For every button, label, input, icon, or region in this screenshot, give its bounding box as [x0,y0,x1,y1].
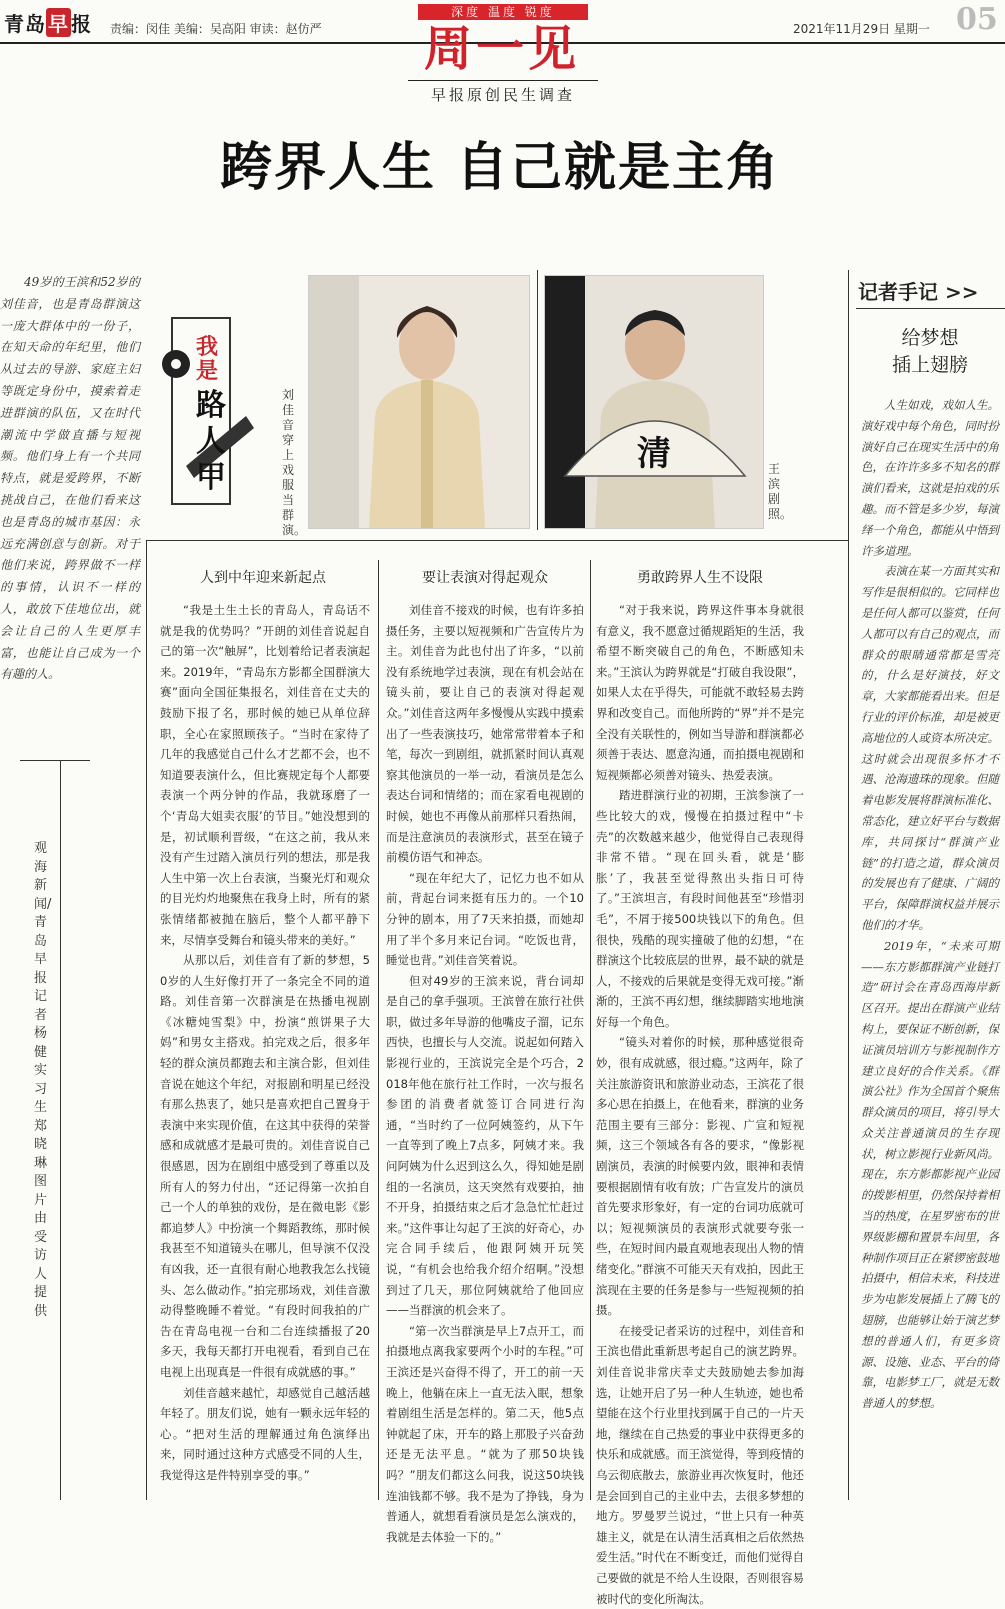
logo-text-qingdao: 青岛 [4,12,46,36]
photo-caption-liu: 刘佳音穿上戏服当群演。 [282,388,307,537]
left-vertical-rule [60,760,61,1500]
notes-headline [860,325,1000,379]
paragraph: 2019年，“未来可期——东方影都群演产业链打造”研讨会在青岛西海岸新区召开。提出在群演产业结构上，要保证不断创新，保证演员培训方与影视制作方建立良好的合作关系。《群演公社》作为全国首个聚焦群众演员的项目，将引导大众关注普通演员的生存现状，树立影视行业新风尚。现在，东方影都影视产业园的拨影相里，仍然保持着相当的热度，在星罗密布的世界级影棚和置景车间里，各种制作项目正在紧锣密鼓地拍摄中，相信未来，科技进步为电影发展插上了腾飞的翅膀，也能够让始于演艺梦想的普通人们，有更多资源、设施、业态、平台的倚靠，电影梦工厂，就是无数普通人的梦想。 [861,938,999,1411]
notes-headline-line2: 插上翅膀 [891,354,968,376]
newspaper-logo [4,8,92,37]
column-rule-2 [590,560,591,1500]
logo-word-lurenjia: 路人甲 [196,388,226,495]
logo-text-bao: 报 [71,12,92,36]
photo-wang-bin [544,275,764,529]
paragraph: 表演在某一方面其实和写作是很相似的。它同样也是任何人都可以鉴赏，任何人都可以有自己的观点，而群众的眼睛通常都是雪亮的，什么是好演技，好文章，大家都能看出来。但是行业的评价标准，却是被更高地位的人或资本所决定。这时就会出现很多怀才不遇、沧海遗珠的现象。但随着电影发展将群演标准化、常态化，建立好平台与数据库，共同探讨“群演产业链”的打造之道，群众演员的发展也有了健康、广阔的平台，保障群演权益并展示他们的才华。 [861,564,999,932]
reporter-byline: 观海新闻/青岛早报记者 杨健 实习生 郑晓琳 图片由受访人提供 [34,841,52,1319]
photo-caption-wang: 王滨剧照。 [768,462,793,521]
section-heading-3: 勇敢跨界人生不设限 [637,570,763,586]
column-rule-1 [378,560,379,1500]
masthead-rule [408,80,598,81]
logo-zao-badge: 早 [46,8,71,37]
column-rule-left [146,540,147,1500]
masthead-tagline: 深度 温度 锐度 [418,4,588,20]
fan-calligraphy: 清 [637,434,671,474]
notes-rule [856,308,1005,309]
masthead-subtitle: 早报原创民生调查 [430,86,575,104]
paragraph: “第一次当群演是早上7点开工，而拍摄地点离我家要两个小时的车程。”可王滨还是兴奋得不得了，开工的前一天晚上，他躺在床上一直无法入眠，想象着剧组生活是怎样的。第二天，他5点钟就起了床，开车的路上那股子兴奋劲还是无法平息。“就为了那50块钱吗？”朋友们都这么问我，说这50块钱连油钱都不够。我不是为了挣钱，身为普通人，就想看看演员是怎么演戏的，我就是去体验一下的。” [386,1323,584,1544]
paragraph: 在接受记者采访的过程中，刘佳音和王滨也借此重新思考起自己的演艺跨界。刘佳音说非常庆幸丈夫鼓励她去参加海选，让她开启了另一种人生轨迹，她也希望能在这个行业里找到属于自己的一片天地，继续在自己热爱的事业中获得更多的快乐和成就感。而王滨觉得，等到疫情的乌云彻底散去，旅游业再次恢复时，他还是会回到自己的主业中去，去很多梦想的地方。罗曼罗兰说过，“世上只有一种英雄主义，就是在认清生活真相之后依然热爱生活。”时代在不断变迁，而他们觉得自己要做的就是不给人生设限，否则很容易被时代的变化所淘汰。 [596,1323,804,1606]
photo-divider [537,270,538,530]
paragraph: 人生如戏，戏如人生。演好戏中每个角色，同时扮演好自己在现实生活中的角色，在许许多多不知名的群演们看来，这就是拍戏的乐趣。而不管是多少岁，每演绎一个角色，都能从中悟到许多道理。 [861,398,999,558]
notes-body [861,395,999,1414]
paragraph: 从那以后，刘佳音有了新的梦想，50岁的人生好像打开了一条完全不同的道路。刘佳音第一次群演是在热播电视剧《冰糖炖雪梨》中，扮演“煎饼果子大妈”和男女主搭戏。拍完戏之后，很多年轻的群众演员都跑去和主演合影，但刘佳音说在她这个年纪，对报剧和明星已经没有那么热衷了，她只是喜欢把自己置身于表演中来实现价值，在这其中获得的荣誉感和成就感才是最可贵的。刘佳音说自己很感恩，因为在剧组中感受到了尊重以及所有人的努力付出，“还记得第一次拍自己一个人的单独的戏份，是在微电影《影都追梦人》中扮演一个舞蹈教练，那时候我甚至不知道镜头在哪儿，但导演不仅没有凶我，还一直很有耐心地教我怎么找镜头、怎么做动作。”拍完那场戏，刘佳音激动得整晚睡不着觉。“有段时间我拍的广告在青岛电视一台和二台连续播报了20多天，我每天都打开电视看，看到自己在电视上出现真是一件很有成就感的事。” [160,953,370,1379]
paragraph: “我是土生土长的青岛人，青岛话不就是我的优势吗？”开朗的刘佳音说起自己的第一次“触屏”，比划着给记者表演起来。2019年，“青岛东方影都全国群演大赛”面向全国征集报名，刘佳音在丈夫的鼓励下报了名，那时候的她已从单位辞职，全心在家照顾孩子。“当时在家待了几年的我感觉自己什么才艺都不会，也不知道要表演什么，但比赛规定每个人都要表演一个两分钟的作品，我就琢磨了一个‘青岛大姐卖衣服’的节目。”她没想到的是，初试顺利晋级，“在这之前，我从来没有产生过踏入演员行列的想法，那是我人生中第一次上台表演，当聚光灯和观众的目光灼灼地聚焦在我身上时，所有的紧张情绪都被抛在脑后，整个人都平静下来，尽情享受舞台和镜头带来的美好。” [160,603,370,947]
masthead-title: 周一见 [423,21,580,77]
left-divider [20,760,90,761]
paragraph: 踏进群演行业的初期，王滨参演了一些比较大的戏，慢慢在拍摄过程中“卡壳”的次数越来越少，他觉得自己表现得非常不错。“现在回头看，就是‘膨胀’了，我甚至觉得熬出头指日可待了。”王滨坦言，有段时间他甚至“珍惜羽毛”，不屑于接500块钱以下的角色。但很快，残酷的现实撞破了他的幻想，“在群演这个比较底层的世界，最不缺的就是人，不接戏的后果就是变得无戏可接。”渐渐的，王滨不再幻想，继续脚踏实地地演好每一个角色。 [596,788,804,1029]
issue-date: 2021年11月29日 星期一 [793,22,930,36]
page-headline: 跨界人生 自己就是主角 [219,137,781,198]
article-column-3 [596,600,804,1606]
paragraph: 刘佳音不接戏的时候，也有许多拍摄任务，主要以短视频和广告宣传片为主。刘佳音为此也付出了许多，“以前没有系统地学过表演，现在有机会站在镜头前，要让自己的表演对得起观众。”刘佳音这两年多慢慢从实践中摸索出了一些表演技巧，她常常带着本子和笔，每次一到剧组，就抓紧时间认真观察其他演员的一举一动，看演员是怎么表达台词和情绪的；而在家看电视剧的时候，她也不再像从前那样只看热闹，而是注意演员的表演形式，甚至在镜子前模仿语气和神态。 [386,603,584,865]
logo-word-woshi: 我是 [196,335,219,384]
paragraph: 但对49岁的王滨来说，背台词却是自己的拿手强项。王滨曾在旅行社供职，做过多年导游的他嘴皮子溜，记东西快，也擅长与人交流。说起如何踏入影视行业的，王滨说完全是个巧合，2018年他在旅行社工作时，一次与报名参团的消费者就签订合同进行沟通，“当时约了一位阿姨签约，从下午一直等到了晚上7点多，阿姨才来。我问阿姨为什么迟到这么久，得知她是剧组的一名演员，这天突然有戏要拍，抽不开身，拍摄结束之后才急急忙忙赶过来。”这件事让勾起了王滨的好奇心，办完合同手续后，他跟阿姨开玩笑说，“有机会也给我介绍介绍啊。”没想到过了几天，那位阿姨就给了他回应——当群演的机会来了。 [386,973,584,1318]
intro-paragraph: 49岁的王滨和52岁的刘佳音，也是青岛群演这一庞大群体中的一份子，在知天命的年纪里，他们从过去的导游、家庭主妇等既定身份中，摸索着走进群演的队伍，又在时代潮流中学做直播与短视频。他们身上有一个共同特点，就是爱跨界，不断挑战自己，在他们看来这也是青岛的城市基因：永远充满创意与创新。对于他们来说，跨界做不一样的事情，认识不一样的人，敢放下佳地位出，就会让自己的人生更厚丰富，也能让自己成为一个有趣的人。 [0,275,140,682]
paragraph: 刘佳音越来越忙，却感觉自己越活越年轻了。朋友们说，她有一颗永远年轻的心。“把对生活的理解通过角色演绎出来，同时通过这种方式感受不同的人生，我觉得这是件特别享受的事。” [160,1385,370,1482]
paragraph: “对于我来说，跨界这件事本身就很有意义，我不愿意过循规蹈矩的生活，我希望不断突破自己的角色，不断感知未来。”王滨认为跨界就是“打破自我设限”，如果人太在乎得失，可能就不敢轻易去跨界和改变自己。而他所跨的“界”并不是完全没有关联性的，例如当导游和群演都必须善于表达、愿意沟通，而拍摄电视剧和短视频都必须善对镜头、热爱表演。 [596,603,804,782]
column-rule-right [848,270,849,1500]
section-heading-2: 要让表演对得起观众 [422,570,548,586]
photo-liu-jiayin [308,275,530,529]
paragraph: “镜头对着你的时候，那种感觉很奇妙，很有成就感，很过瘾。”这两年，除了关注旅游资讯和旅游业动态，王滨花了很多心思在拍摄上，在他看来，群演的业务范围主要有三部分：影视、广宣和短视频，这三个领域各有各的要求，“像影视剧演员，表演的时候要内敛，眼神和表情要根据剧情有收有放；广告宣发片的演员首先要求形象好，有一定的台词功底就可以；短视频演员的表演形式就要夸张一些，在短时间内最直观地表现出人物的情绪变化。”群演不可能天天有戏拍，因此王滨现在主要的任务是参与一些短视频的拍摄。 [596,1035,804,1318]
segment-logo-art [158,316,258,506]
paragraph: “现在年纪大了，记忆力也不如从前，背起台词来挺有压力的。一个10分钟的剧本，用了7天来拍摄，而她却用了半个多月来记台词。“吃饭也背，睡觉也背。”刘佳音笑着说。 [386,870,584,968]
notes-title: 记者手记 >> [858,280,979,304]
notes-headline-line1: 给梦想 [901,327,959,349]
article-top-rule [146,540,848,541]
editor-credits: 责编：闵佳 美编：吴高阳 审读：赵仿严 [110,22,322,36]
section-heading-1: 人到中年迎来新起点 [200,570,326,586]
page-number: 05 [956,2,998,37]
article-column-1 [160,600,370,1500]
article-column-2 [386,600,584,1544]
